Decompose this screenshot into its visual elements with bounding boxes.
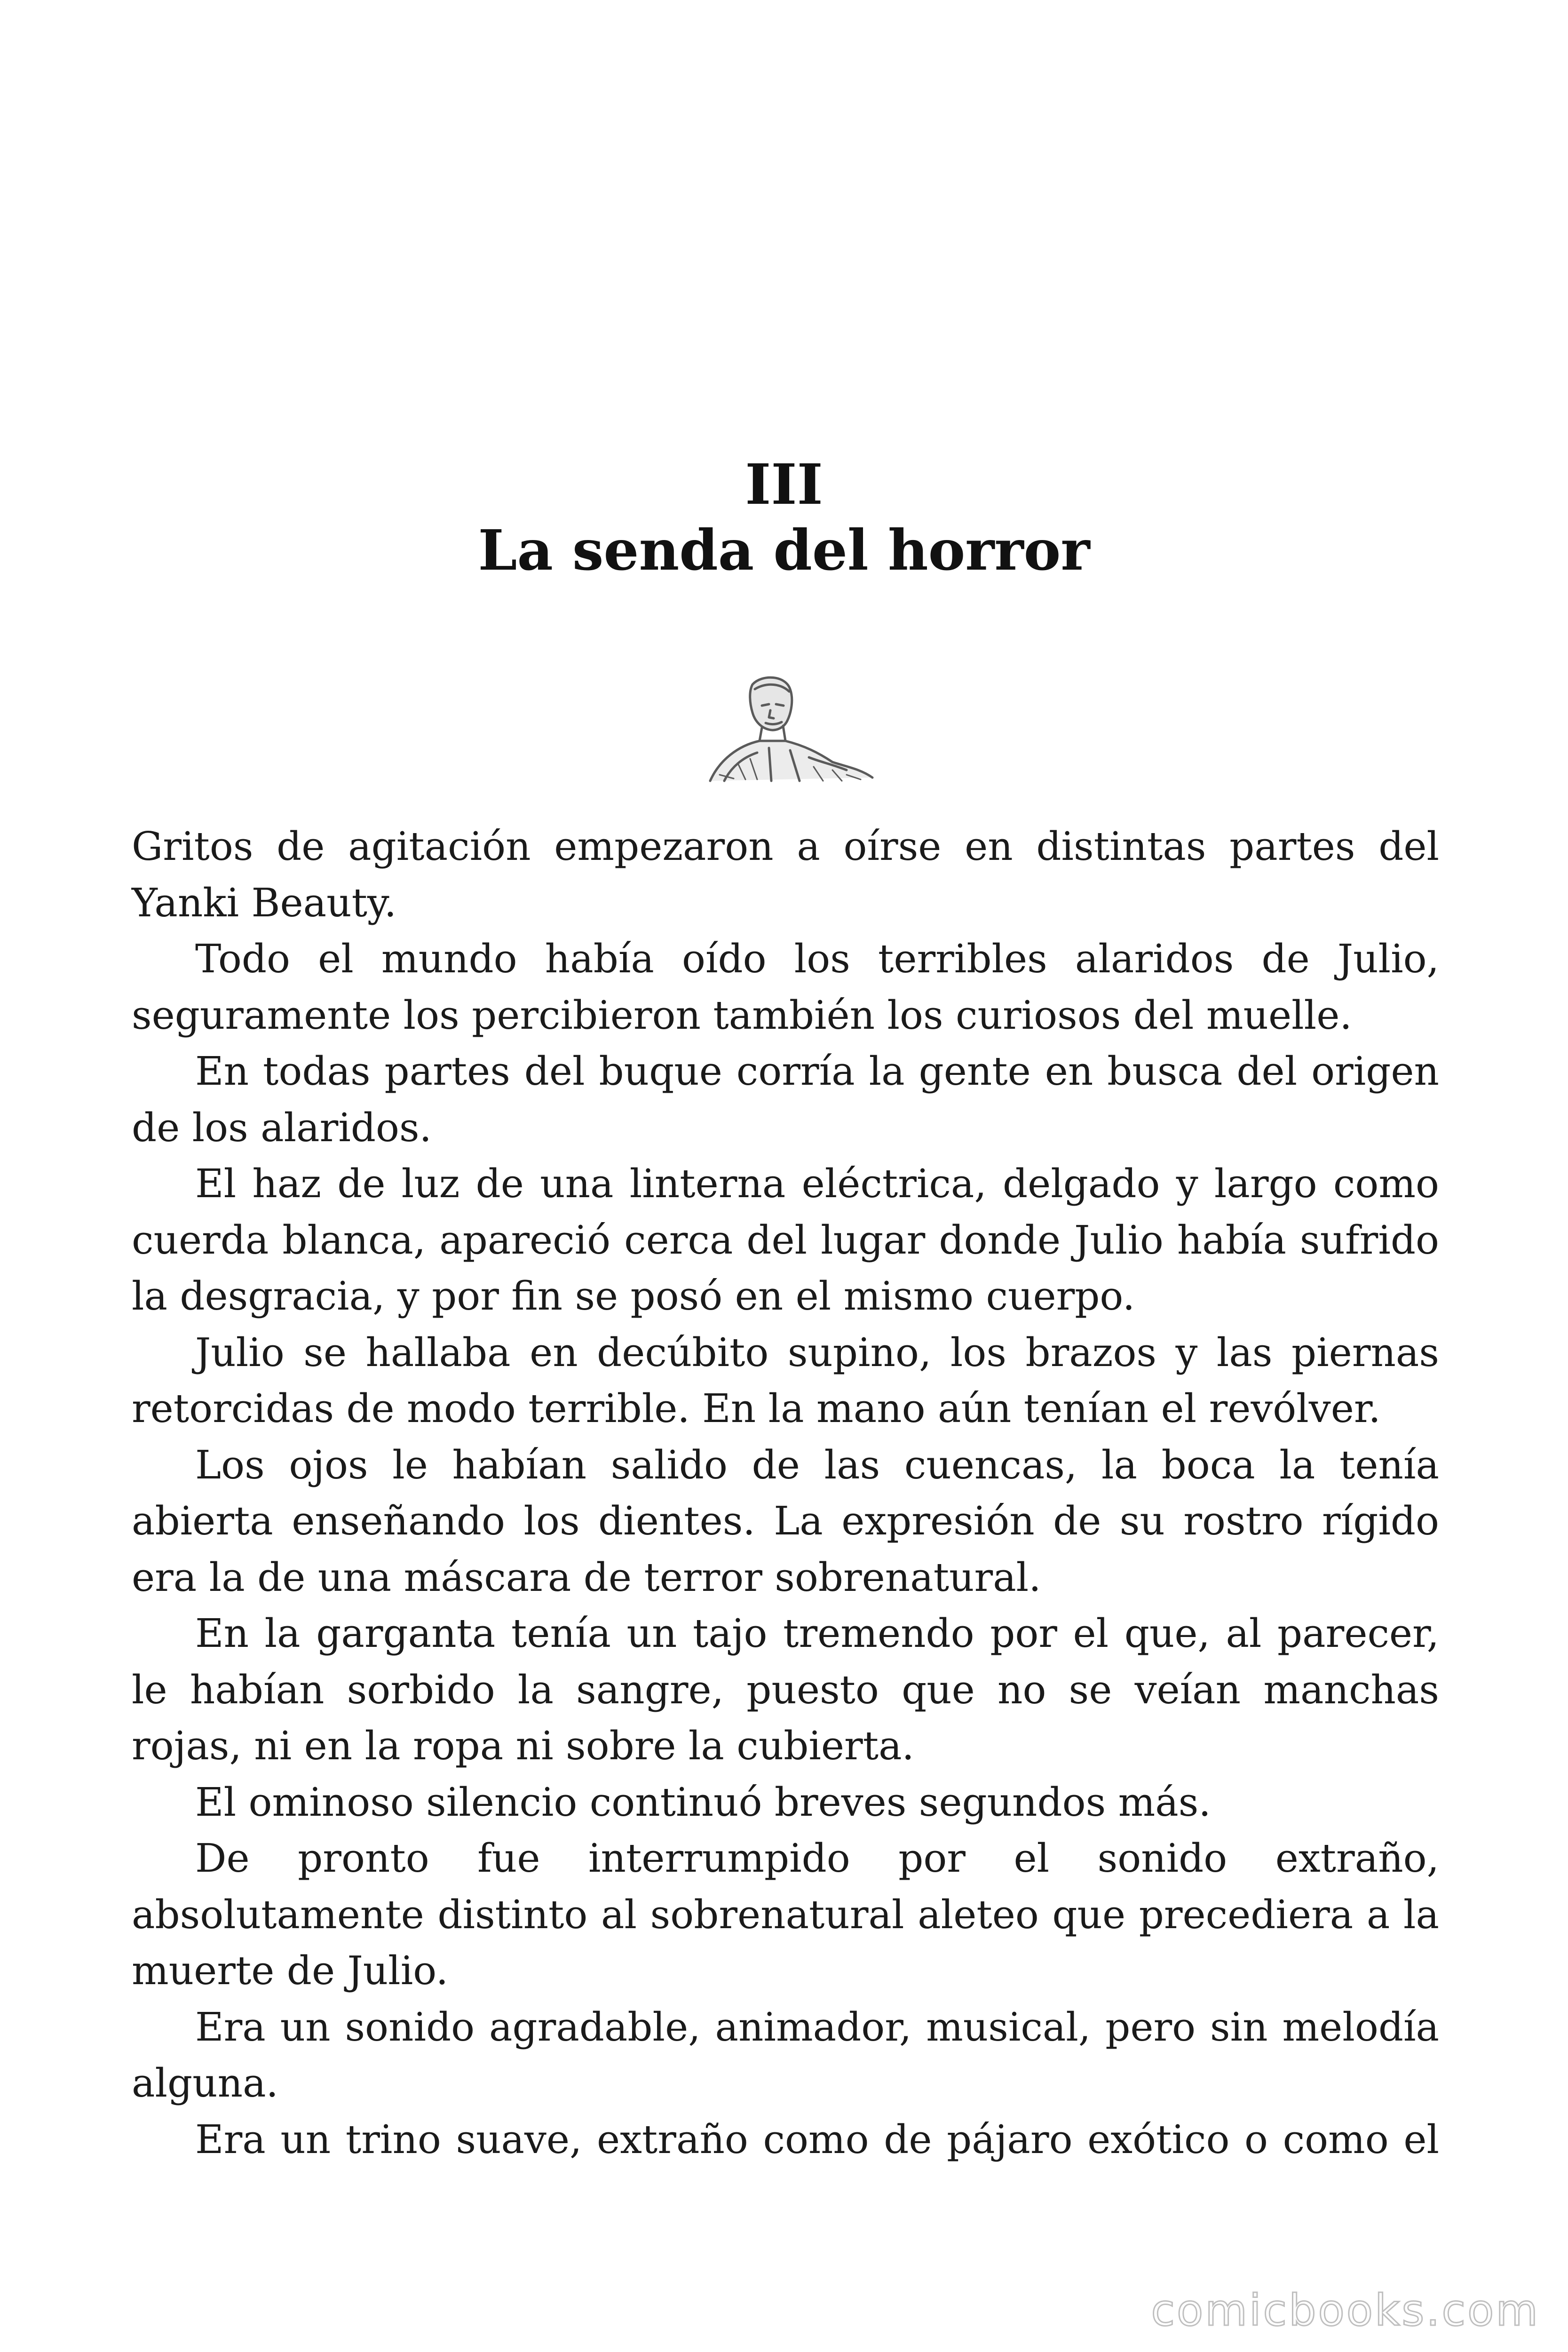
paragraph: Gritos de agitación empezaron a oírse en distintas partes del Yanki Beauty. — [132, 824, 1439, 926]
chapter-number: III — [745, 452, 823, 517]
paragraph: Los ojos le habían salido de las cuencas, la boca la tenía abierta enseñando los dientes. La expresión de su rostro rígido era la de una máscara de terror sobrenatural. — [132, 1442, 1439, 1600]
chapter-body — [132, 818, 1439, 2168]
paragraph: Era un sonido agradable, animador, musical, pero sin melodía alguna. — [132, 2004, 1439, 2106]
paragraph: El ominoso silencio continuó breves segundos más. — [195, 1779, 1211, 1825]
paragraph: Era un trino suave, extraño como de pájaro exótico o como el — [195, 2116, 1439, 2162]
paragraph: Todo el mundo había oído los terribles alaridos de Julio, seguramente los percibieron también los curiosos del muelle. — [132, 936, 1439, 1038]
paragraph: De pronto fue interrumpido por el sonido extraño, absolutamente distinto al sobrenatural aleteo que precediera a la muerte de Julio. — [132, 1836, 1439, 1994]
chapter-title: La senda del horror — [478, 517, 1090, 583]
paragraph: En todas partes del buque corría la gente en busca del origen de los alaridos. — [132, 1049, 1439, 1151]
paragraph: El haz de luz de una linterna eléctrica, delgado y largo como cuerda blanca, apareció cerca del lugar donde Julio había sufrido la desgracia, y por fin se posó en el mismo cuerpo. — [132, 1161, 1439, 1319]
paragraph: Julio se hallaba en decúbito supino, los brazos y las piernas retorcidas de modo terrible. En la mano aún tenían el revólver. — [132, 1329, 1439, 1431]
paragraph: En la garganta tenía un tajo tremendo por el que, al parecer, le habían sorbido la sangre, puesto que no se veían manchas rojas, ni en la ropa ni sobre la cubierta. — [132, 1611, 1439, 1769]
chapter-heading — [0, 452, 1568, 583]
sailor-bust-icon — [691, 670, 875, 783]
watermark-logo: comicbooks.com — [1151, 2285, 1540, 2336]
